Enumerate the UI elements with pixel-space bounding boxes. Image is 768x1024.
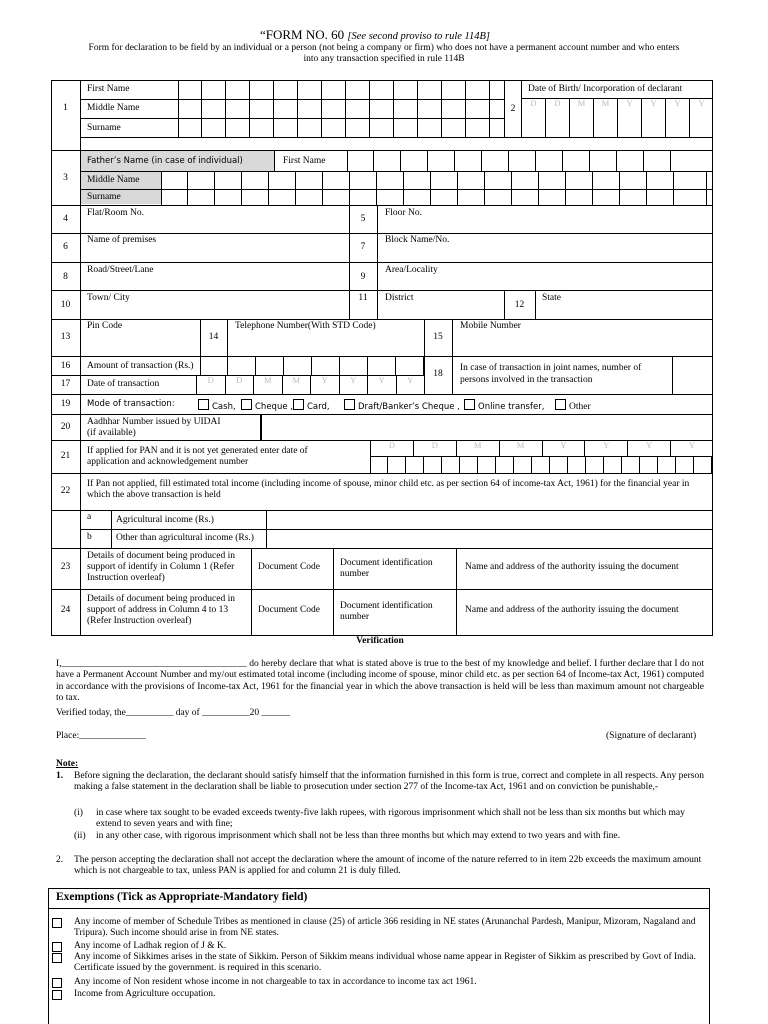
state-label: State [542, 293, 561, 303]
row-number-5: 5 [360, 214, 366, 224]
pan-date-cells[interactable]: D D M M Y Y Y Y [370, 440, 713, 456]
pin-code-label: Pin Code [87, 321, 123, 331]
first-name-cells[interactable] [178, 80, 490, 99]
row-number-8: 8 [63, 272, 68, 282]
form-title [260, 27, 490, 44]
transaction-date-cells[interactable]: D D M M Y Y Y Y [196, 375, 424, 394]
amount-cells[interactable] [200, 356, 424, 375]
identity-document-number-label: Document identification number [340, 558, 433, 579]
form-description-line-1: Form for declaration to be field by an individual or a person (not being a company or firm) who does not have a permanent account number and who enters [88, 43, 680, 53]
row-number-6: 6 [63, 242, 68, 252]
row-number-13: 13 [60, 332, 71, 342]
premises-label: Name of premises [87, 235, 157, 245]
aadhaar-label-2: (if available) [87, 428, 136, 438]
row-number-14: 14 [208, 332, 219, 342]
identity-document-code-label: Document Code [258, 562, 321, 572]
row-number-21: 21 [60, 451, 71, 461]
joint-names-label-2: persons involved in the transaction [460, 375, 593, 385]
exemption-3-text: Any income of Sikkimes arises in the state of Sikkim. Person of Sikkim means individual whose name appear in Register of Sikkim as prescribed by Govt of India. Certificate issued by the government. is required in this scenario. [74, 952, 696, 973]
row-number-9: 9 [360, 272, 366, 282]
exemption-2-text: Any income of Ladhak region of J & K. [74, 941, 227, 951]
row-number-10: 10 [60, 300, 71, 310]
father-surname-cells[interactable] [161, 189, 707, 205]
row-number-1: 1 [63, 103, 68, 113]
father-surname-label: Surname [87, 192, 121, 202]
area-label: Area/Locality [385, 265, 438, 275]
middle-name-label: Middle Name [87, 103, 140, 113]
identity-authority-label: Name and address of the authority issuing the document [465, 562, 679, 572]
surname-label: Surname [87, 123, 121, 133]
row-number-23: 23 [60, 562, 71, 572]
mode-online[interactable]: Online transfer, [464, 399, 544, 413]
identity-document-label: Details of document being produced in support of identify in Column 1 (Refer Instruction overleaf) [87, 551, 236, 583]
middle-name-cells[interactable] [178, 99, 490, 118]
pan-applied-label-1: If applied for PAN and it is not yet generated enter date of [87, 446, 308, 456]
aadhaar-cells[interactable] [260, 414, 262, 440]
row-number-24: 24 [60, 605, 71, 615]
pan-not-applied-label: If Pan not applied, fill estimated total income (including income of spouse, minor child etc. as per section 64 of income-tax Act, 1961) for the financial year in which the above transaction is held [87, 479, 690, 500]
district-label: District [385, 293, 414, 303]
note-2-text: The person accepting the declaration shall not accept the declaration where the amount of income of the nature referred to in item 22b exceeds the maximum amount which is not chargeable to tax, unless PAN is applied for and column 21 is duly filled. [74, 855, 702, 876]
row-22b-label: b [87, 532, 92, 542]
cash-checkbox[interactable] [198, 399, 209, 410]
note-1-text: Before signing the declaration, the declarant should satisfy himself that the information furnished in this form is true, correct and complete in all respects. Any person making a false statement in the declaration shall be liable to prosecution under section 277 of the Income-tax Act, 1961 and on conviction be punishable,- [74, 771, 704, 792]
row-number-2: 2 [510, 104, 516, 114]
online-transfer-checkbox[interactable] [464, 399, 475, 410]
verified-today-line: Verified today, the__________ day of __________20 ______ [56, 708, 290, 718]
note-2-number: 2. [56, 855, 64, 865]
address-authority-label: Name and address of the authority issuing the document [465, 605, 679, 615]
father-middle-name-label: Middle Name [87, 175, 140, 185]
row-number-3: 3 [63, 173, 68, 183]
form-subtitle: [See second proviso to rule 114B] [347, 31, 491, 42]
exemption-3-checkbox[interactable] [52, 953, 62, 963]
road-label: Road/Street/Lane [87, 265, 154, 275]
row-number-22: 22 [60, 486, 71, 496]
verification-title: Verification [356, 636, 404, 646]
other-income-label: Other than agricultural income (Rs.) [116, 533, 254, 543]
cheque-checkbox[interactable] [241, 399, 252, 410]
signature-label: (Signature of declarant) [606, 731, 697, 741]
block-label: Block Name/No. [385, 235, 450, 245]
address-document-number-label: Document identification number [340, 601, 433, 622]
row-number-15: 15 [433, 332, 443, 342]
exemption-1-checkbox[interactable] [52, 918, 62, 928]
amount-label: Amount of transaction (Rs.) [87, 361, 194, 371]
dob-cells[interactable]: D D M M Y Y Y Y [521, 98, 713, 137]
address-document-label: Details of document being produced in support of address in Column 4 to 13 (Refer Instruction overleaf) [87, 594, 236, 626]
mode-cheque[interactable]: Cheque , [241, 399, 293, 413]
note-1-ii-number: (ii) [74, 831, 86, 841]
aadhaar-label-1: Aadhhar Number issued by UIDAI [87, 417, 221, 427]
row-number-16: 16 [60, 361, 71, 371]
flat-label: Flat/Room No. [87, 208, 145, 218]
exemption-5-text: Income from Agriculture occupation. [74, 989, 216, 999]
exemption-5-checkbox[interactable] [52, 990, 62, 1000]
place-line: Place:______________ [56, 731, 146, 741]
exemption-2-checkbox[interactable] [52, 942, 62, 952]
floor-label: Floor No. [385, 208, 422, 218]
row-number-19: 19 [60, 399, 71, 409]
mode-card[interactable]: Card, [293, 399, 330, 413]
mode-of-transaction-label: Mode of transaction: [87, 399, 175, 409]
father-first-name-label: First Name [283, 156, 326, 166]
dob-label: Date of Birth/ Incorporation of declarant [528, 84, 683, 94]
father-first-name-cells[interactable] [347, 150, 671, 171]
acknowledgement-cells[interactable] [370, 456, 712, 473]
note-1-ii-text: in any other case, with rigorous imprisonment which shall not be less than three months but which may extend to two years and with fine. [96, 831, 620, 841]
row-number-7: 7 [360, 242, 366, 252]
father-middle-name-cells[interactable] [161, 171, 707, 189]
mode-cash[interactable]: Cash, [198, 399, 236, 413]
note-1-i-number: (i) [74, 808, 83, 818]
form-description-line-2: into any transaction specified in rule 114B [303, 54, 465, 64]
transaction-date-label: Date of transaction [87, 379, 160, 389]
pan-applied-label-2: application and acknowledgement number [87, 457, 249, 467]
row-22a-label: a [87, 512, 92, 522]
row-number-12: 12 [514, 300, 525, 310]
other-checkbox[interactable] [555, 399, 566, 410]
row-number-17: 17 [60, 379, 71, 389]
row-number-11: 11 [358, 293, 368, 303]
first-name-label: First Name [87, 84, 130, 94]
card-checkbox[interactable] [293, 399, 304, 410]
row-number-4: 4 [63, 214, 68, 224]
note-title: Note: [56, 759, 79, 769]
note-1-number: 1. [56, 771, 64, 781]
address-document-code-label: Document Code [258, 605, 321, 615]
exemptions-title: Exemptions (Tick as Appropriate-Mandatory field) [56, 891, 308, 903]
joint-names-label-1: In case of transaction in joint names, number of [460, 363, 642, 373]
form-number: “FORM NO. 60 [260, 27, 345, 42]
exemption-4-checkbox[interactable] [52, 978, 62, 988]
row-number-18: 18 [433, 369, 443, 379]
mobile-label: Mobile Number [460, 321, 521, 331]
mode-other[interactable]: Other [555, 399, 591, 413]
surname-cells[interactable] [178, 118, 490, 137]
agricultural-income-label: Agricultural income (Rs.) [116, 515, 214, 525]
exemption-1-text: Any income of member of Schedule Tribes as mentioned in clause (25) of article 366 residing in NE states (Arunanchal Pardesh, Manipur, Mizoram, Nagaland and Tripura). Such income should arise in from NE states. [74, 917, 696, 938]
town-label: Town/ City [87, 293, 130, 303]
draft-checkbox[interactable] [344, 399, 355, 410]
note-1-i-text: in case where tax sought to be evaded exceeds twenty-five lakh rupees, with rigorous imprisonment which shall not be less than six months but which may extend to seven years and with fine; [96, 808, 685, 829]
row-number-20: 20 [60, 422, 71, 432]
father-name-label: Father’s Name (in case of individual) [87, 156, 243, 166]
verification-paragraph: I,_______________________________________ do hereby declare that what is stated above is true to the best of my knowledge and belief. I further declare that I do not have a Permanent Account Number and my/out estimated total income (including income of spouse, minor child etc. as per section 64 of Income-tax Act, 1961) computed in accordance with the provisions of Income-tax Act, 1961 for the financial year in which the above transaction is held will be less than maximum amount not chargeable to tax. [56, 659, 704, 704]
telephone-label: Telephone Number(With STD Code) [235, 321, 376, 331]
exemption-4-text: Any income of Non resident whose income in not chargeable to tax in accordance to income tax act 1961. [74, 977, 477, 987]
mode-draft[interactable]: Draft/Banker’s Cheque , [344, 399, 460, 413]
